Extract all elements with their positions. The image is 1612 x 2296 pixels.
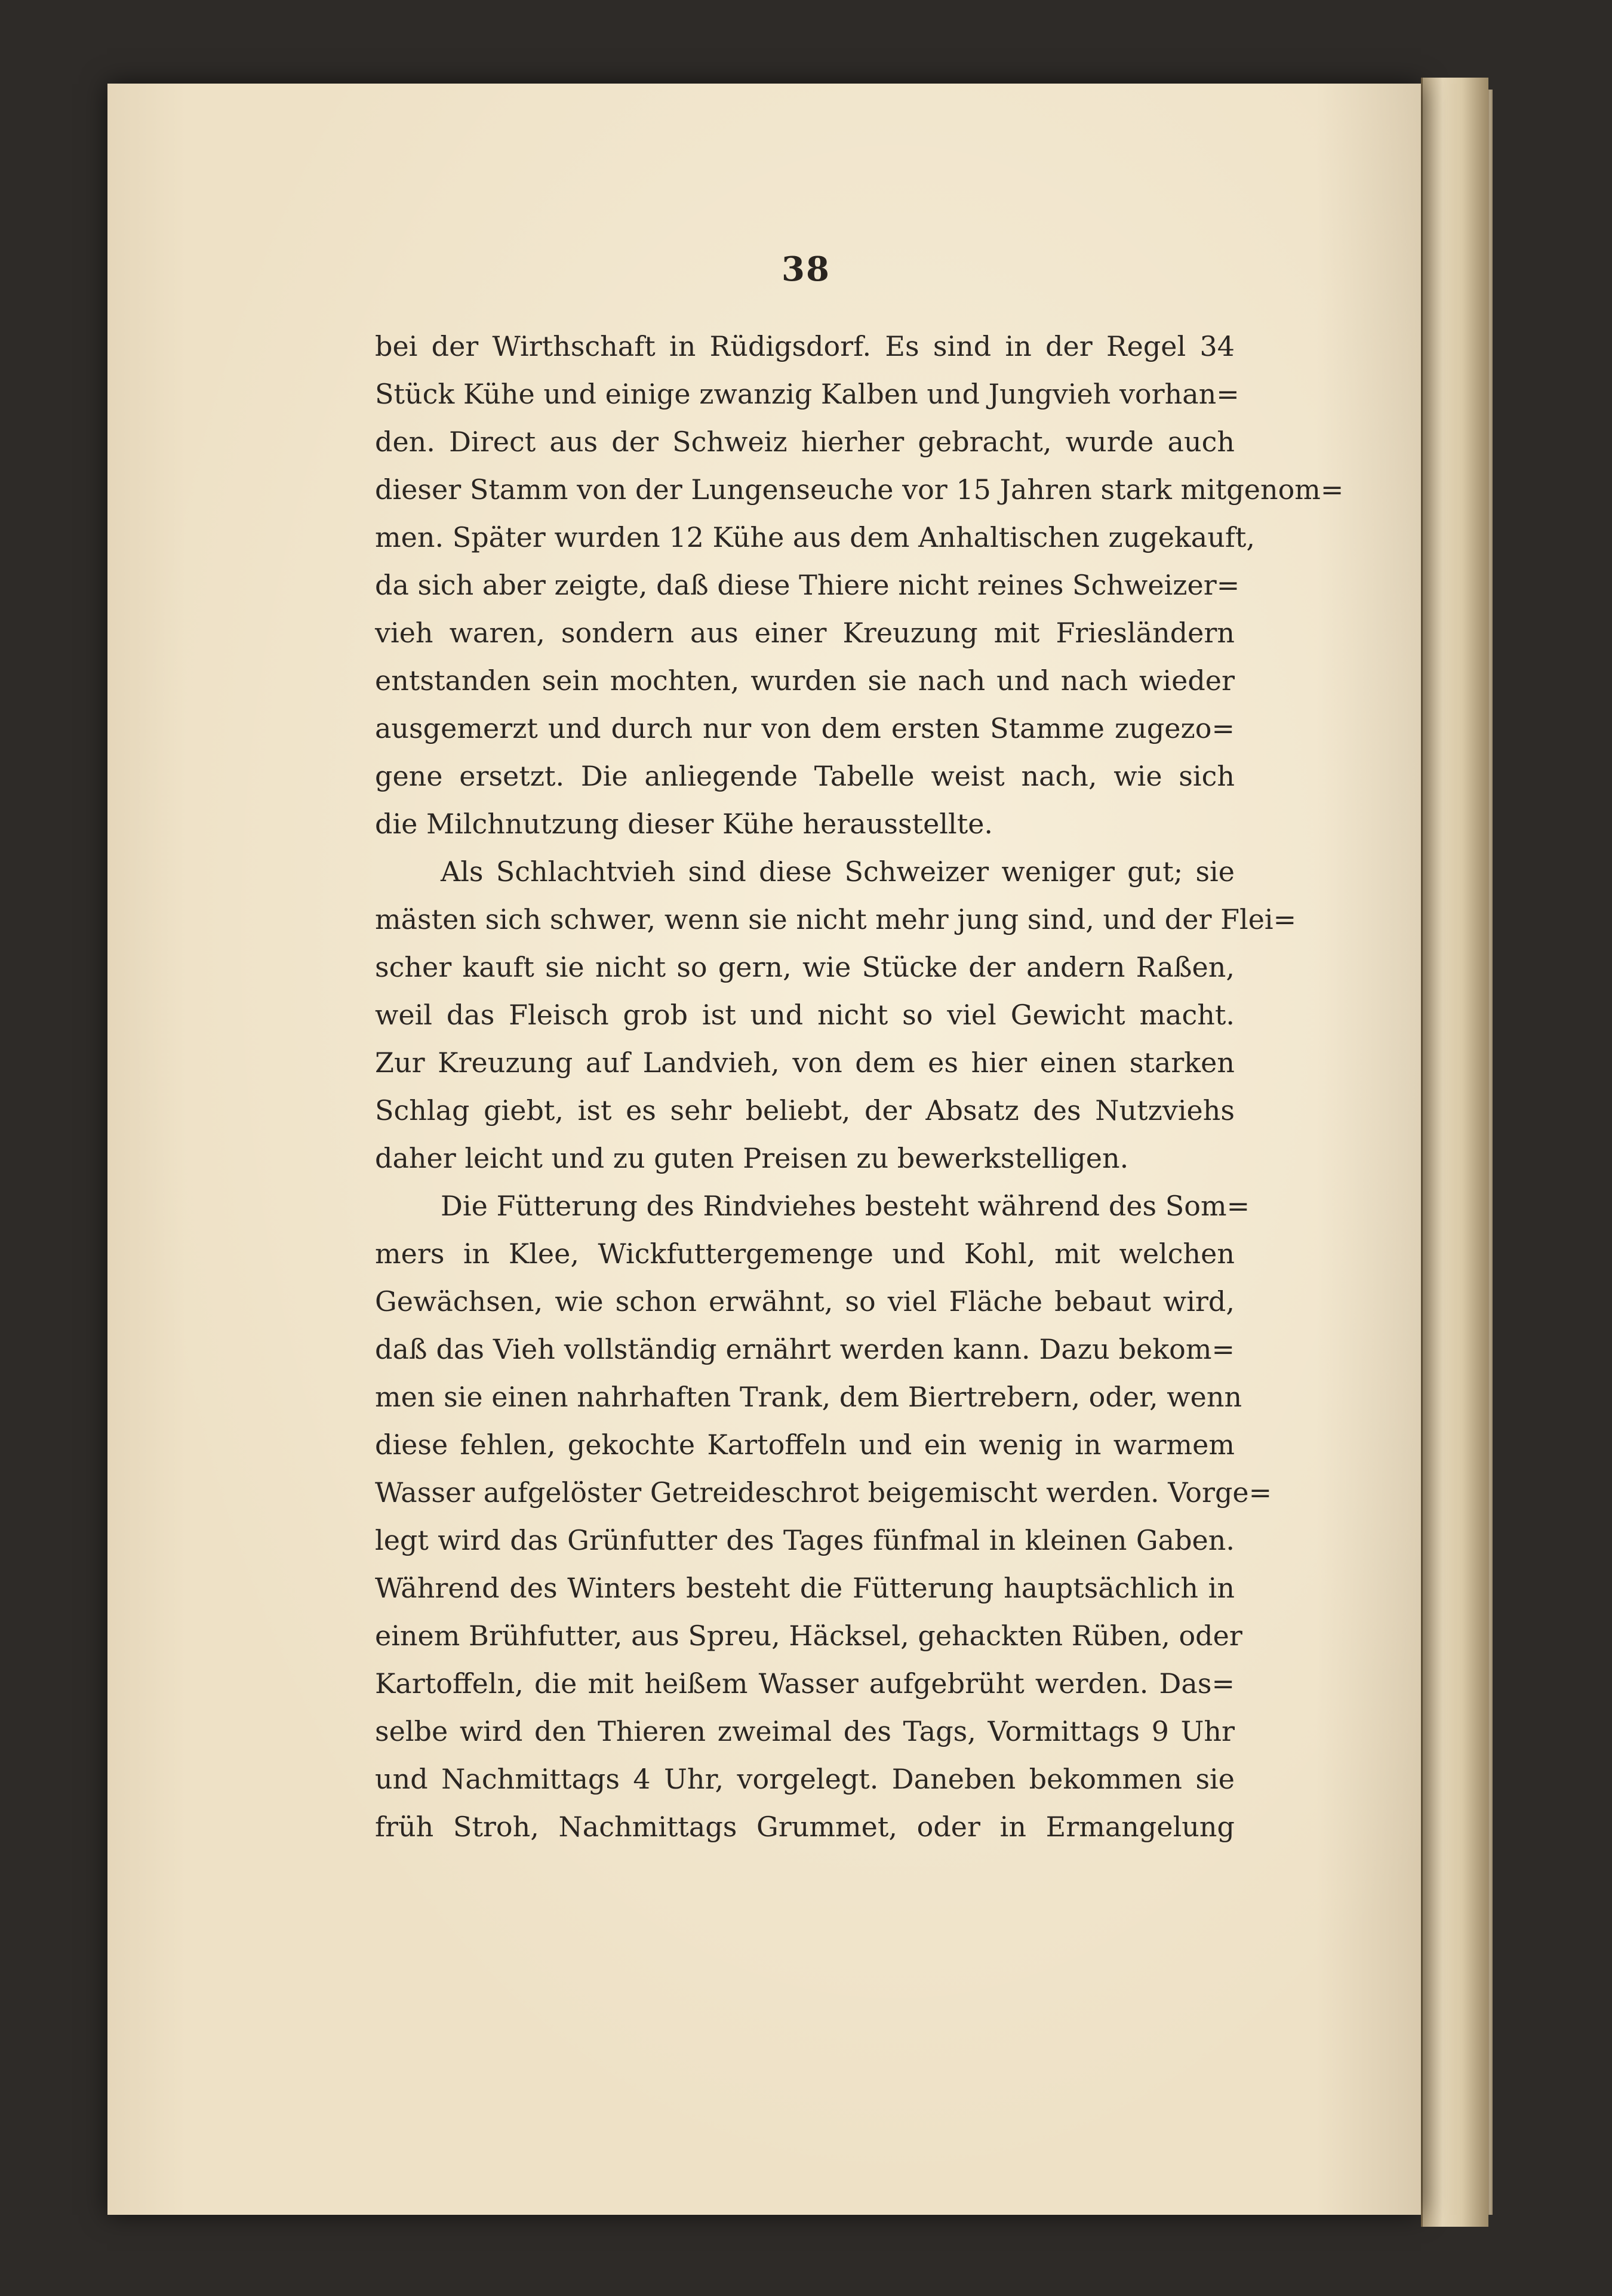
- text-line: einem Brühfutter, aus Spreu, Häcksel, gehackten Rüben, oder: [375, 1620, 1242, 1652]
- text-line: Während des Winters besteht die Fütterung hauptsächlich in: [375, 1572, 1235, 1604]
- text-line: daher leicht und zu guten Preisen zu bewerkstelligen.: [375, 1142, 1129, 1174]
- text-line: früh Stroh, Nachmittags Grummet, oder in Ermangelung: [375, 1811, 1235, 1843]
- text-line: mästen sich schwer, wenn sie nicht mehr jung sind, und der Flei=: [375, 903, 1297, 935]
- text-line: Kartoffeln, die mit heißem Wasser aufgebrüht werden. Das=: [375, 1667, 1235, 1700]
- text-line: ausgemerzt und durch nur von dem ersten Stamme zugezo=: [375, 712, 1235, 744]
- text-line: weil das Fleisch grob ist und nicht so viel Gewicht macht.: [375, 999, 1235, 1031]
- text-line: Stück Kühe und einige zwanzig Kalben und Jungvieh vorhan=: [375, 378, 1239, 410]
- text-line: vieh waren, sondern aus einer Kreuzung mit Friesländern: [375, 617, 1235, 649]
- text-line: entstanden sein mochten, wurden sie nach und nach wieder: [375, 664, 1235, 697]
- text-line: selbe wird den Thieren zweimal des Tags, Vormittags 9 Uhr: [375, 1715, 1235, 1747]
- text-line: Wasser aufgelöster Getreideschrot beigemischt werden. Vorge=: [375, 1476, 1272, 1509]
- text-line: scher kauft sie nicht so gern, wie Stücke der andern Raßen,: [375, 951, 1235, 983]
- text-line: daß das Vieh vollständig ernährt werden kann. Dazu bekom=: [375, 1333, 1235, 1365]
- page-number: 38: [782, 250, 830, 289]
- text-line: Die Fütterung des Rindviehes besteht während des Som=: [441, 1190, 1250, 1222]
- text-line: Zur Kreuzung auf Landvieh, von dem es hier einen starken: [375, 1047, 1235, 1079]
- text-line: men sie einen nahrhaften Trank, dem Biertrebern, oder, wenn: [375, 1381, 1242, 1413]
- text-line: bei der Wirthschaft in Rüdigsdorf. Es sind in der Regel 34: [375, 330, 1235, 362]
- text-line: Schlag giebt, ist es sehr beliebt, der Absatz des Nutzviehs: [375, 1094, 1235, 1127]
- text-line: Als Schlachtvieh sind diese Schweizer weniger gut; sie: [441, 855, 1235, 888]
- text-line: die Milchnutzung dieser Kühe herausstellte.: [375, 808, 993, 840]
- text-line: legt wird das Grünfutter des Tages fünfmal in kleinen Gaben.: [375, 1524, 1235, 1556]
- text-line: Gewächsen, wie schon erwähnt, so viel Fläche bebaut wird,: [375, 1285, 1235, 1318]
- text-line: diese fehlen, gekochte Kartoffeln und ein wenig in warmem: [375, 1429, 1235, 1461]
- text-line: men. Später wurden 12 Kühe aus dem Anhaltischen zugekauft,: [375, 521, 1255, 553]
- text-line: mers in Klee, Wickfuttergemenge und Kohl, mit welchen: [375, 1238, 1235, 1270]
- body-text: [375, 322, 1344, 1851]
- next-page-edge: [1421, 78, 1488, 2227]
- text-line: den. Direct aus der Schweiz hierher gebracht, wurde auch: [375, 426, 1235, 458]
- text-line: dieser Stamm von der Lungenseuche vor 15 Jahren stark mitgenom=: [375, 473, 1344, 506]
- text-line: da sich aber zeigte, daß diese Thiere nicht reines Schweizer=: [375, 569, 1240, 601]
- text-line: und Nachmittags 4 Uhr, vorgelegt. Daneben bekommen sie: [375, 1763, 1235, 1795]
- text-line: gene ersetzt. Die anliegende Tabelle weist nach, wie sich: [375, 760, 1235, 792]
